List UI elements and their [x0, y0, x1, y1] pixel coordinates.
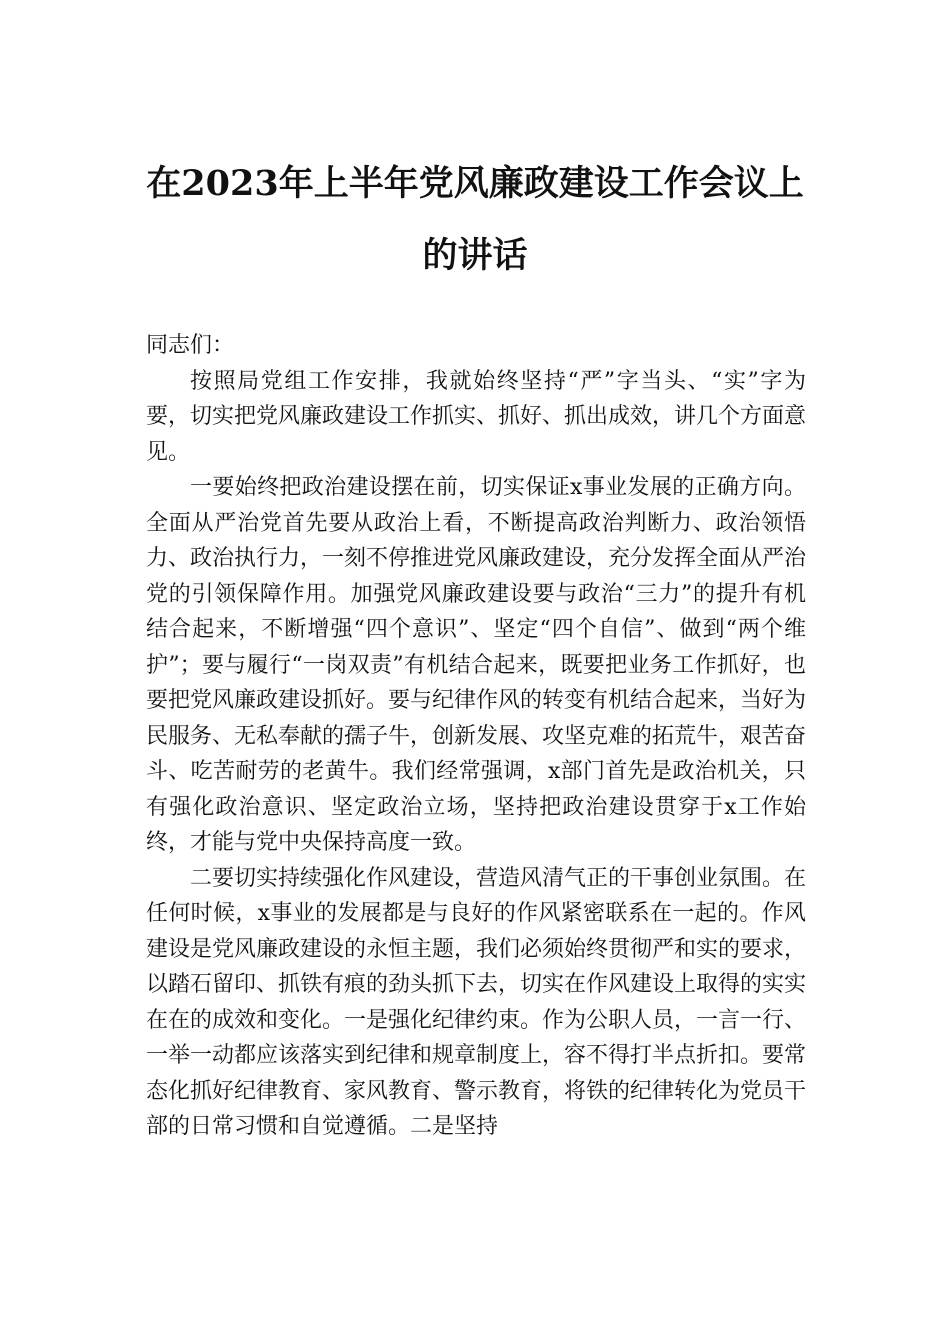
- document-title: [110, 148, 840, 292]
- paragraph-intro: 按照局党组工作安排，我就始终坚持“严”字当头、“实”字为要，切实把党风廉政建设工作抓实、抓好、抓出成效，讲几个方面意见。: [146, 368, 807, 465]
- title-line-1: 在2023年上半年党风廉政建设工作会议上: [146, 163, 804, 204]
- salutation: 同志们：: [146, 333, 235, 358]
- paragraph-political-construction: 一要始终把政治建设摆在前，切实保证x事业发展的正确方向。全面从严治党首先要从政治上看，不断提高政治判断力、政治领悟力、政治执行力，一刻不停推进党风廉政建设，充分发挥全面从严治党的引领保障作用。加强党风廉政建设要与政治“三力”的提升有机结合起来，不断增强“四个意识”、坚定“四个自信”、做到“两个维护”；要与履行“一岗双责”有机结合起来，既要把业务工作抓好，也要把党风廉政建设抓好。要与纪律作风的转变有机结合起来，当好为民服务、无私奉献的孺子牛，创新发展、攻坚克难的拓荒牛，艰苦奋斗、吃苦耐劳的老黄牛。我们经常强调，x部门首先是政治机关，只有强化政治意识、坚定政治立场，坚持把政治建设贯穿于x工作始终，才能与党中央保持高度一致。: [146, 475, 807, 855]
- paragraph-work-style: 二要切实持续强化作风建设，营造风清气正的干事创业氛围。在任何时候，x事业的发展都是与良好的作风紧密联系在一起的。作风建设是党风廉政建设的永恒主题，我们必须始终贯彻严和实的要求，以踏石留印、抓铁有痕的劲头抓下去，切实在作风建设上取得的实实在在的成效和变化。一是强化纪律约束。作为公职人员，一言一行、一举一动都应该落实到纪律和规章制度上，容不得打半点折扣。要常态化抓好纪律教育、家风教育、警示教育，将铁的纪律转化为党员干部的日常习惯和自觉遵循。二是坚持: [146, 865, 807, 1139]
- title-line-2: 的讲话: [422, 235, 528, 276]
- document-body: [146, 328, 806, 1145]
